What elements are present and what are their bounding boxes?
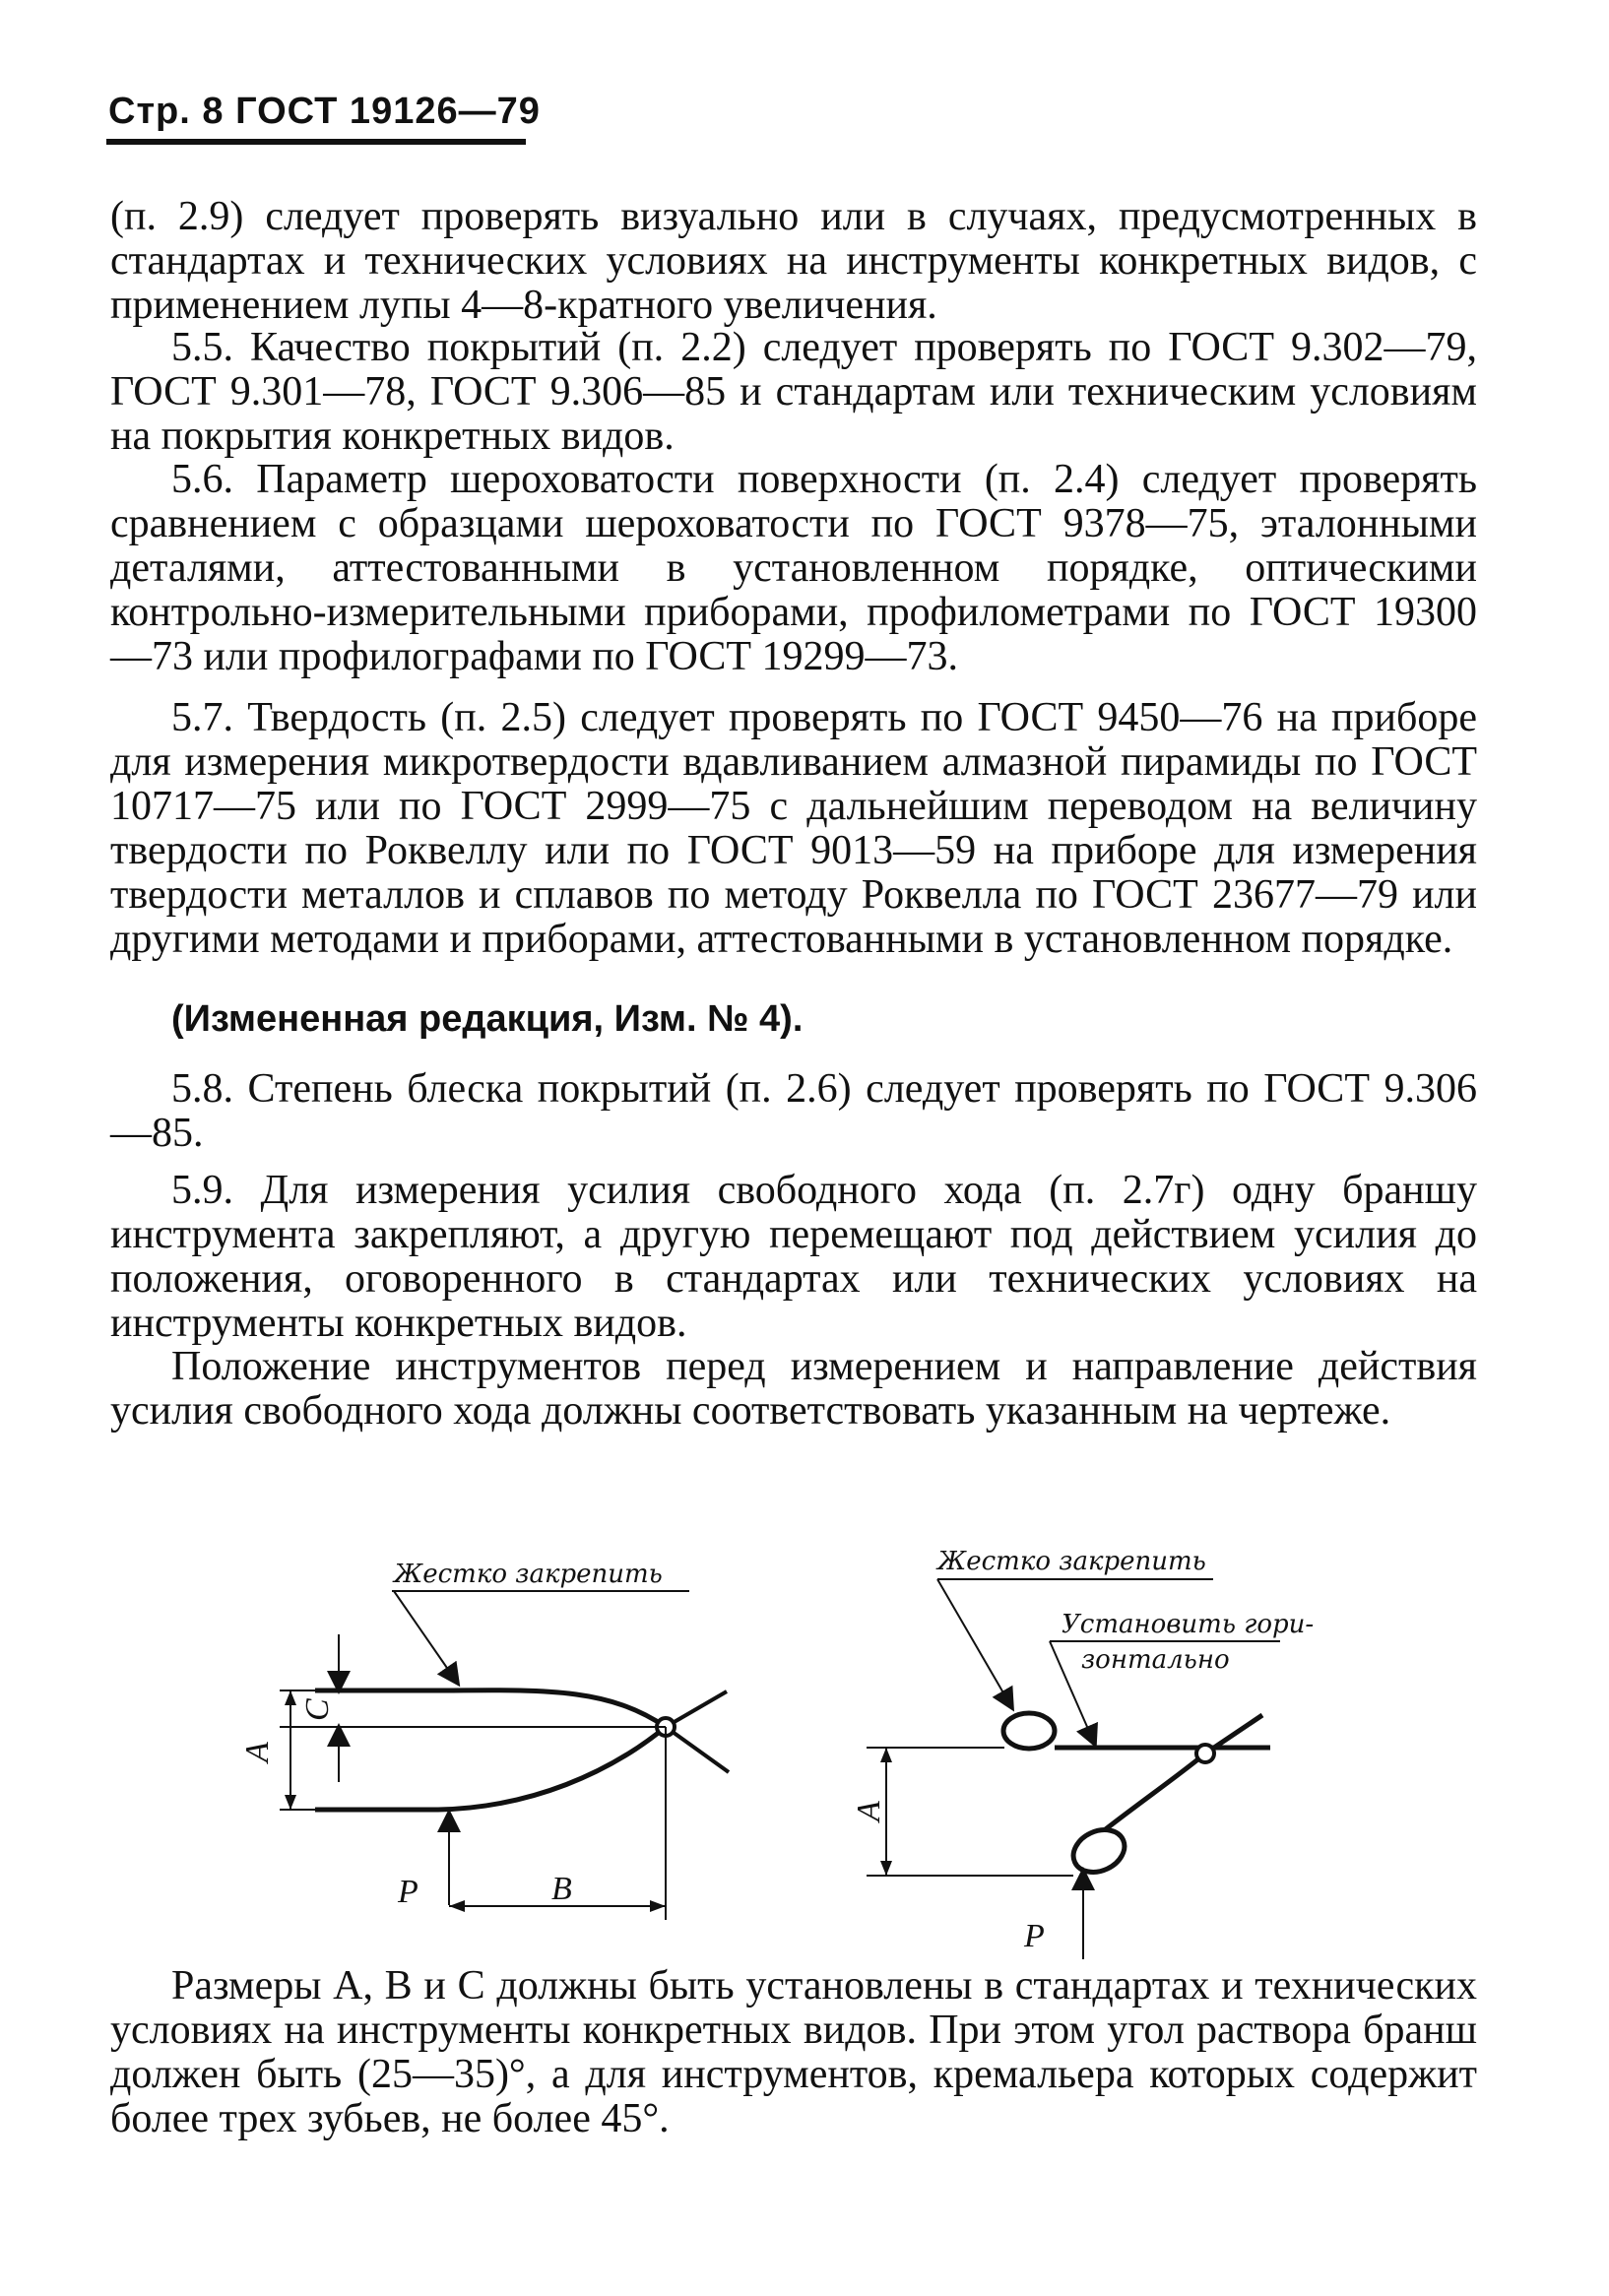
dimension-b-label: В [551, 1871, 572, 1907]
paragraph-5-7: 5.7. Твердость (п. 2.5) следует проверять по ГОСТ 9450—76 на приборе для измерения микротвердости вдавливанием алмазной пирамиды по ГОСТ 10717—75 или по ГОСТ 2999—75 с дальнейшим переводом на величину твердости по Роквеллу или по ГОСТ 9013—59 на приборе для измерения твердости металлов и сплавов по методу Роквелла по ГОСТ 23677—79 или другими методами и приборами, аттестованными в установленном порядке. [110, 695, 1477, 962]
right-force-label: Р [1024, 1918, 1045, 1954]
paragraph-dimensions: Размеры А, В и С должны быть установлены в стандартах и технических условиях на инструменты конкретных видов. При этом угол раствора бранш должен быть (25—35)°, а для инструментов, кремальера которых содержит более трех зубьев, не более 45°. [110, 1963, 1477, 2141]
dimension-b-arrow-left [449, 1900, 465, 1912]
right-diagram [851, 1547, 1314, 1959]
paragraph-5-8: 5.8. Степень блеска покрытий (п. 2.6) следует проверять по ГОСТ 9.306—85. [110, 1066, 1477, 1156]
right-horizontal-label-2: зонтально [1081, 1645, 1230, 1675]
right-fixed-ring [1003, 1713, 1055, 1749]
paragraph-5-5: 5.5. Качество покрытий (п. 2.2) следует проверять по ГОСТ 9.302—79, ГОСТ 9.301—78, ГОСТ 9.306—85 и стандартам или техническим условиям на покрытия конкретных видов. [110, 325, 1477, 459]
right-moving-ring [1066, 1821, 1131, 1880]
amendment-note: (Измененная редакция, Изм. № 4). [171, 998, 804, 1040]
page-header: Стр. 8 ГОСТ 19126—79 [108, 91, 541, 132]
right-fix-label: Жестко закрепить [937, 1547, 1206, 1576]
dimension-a-arrow-top [285, 1690, 296, 1705]
paragraph-5-9: 5.9. Для измерения усилия свободного хода (п. 2.7г) одну браншу инструмента закрепляют, а другую перемещают под действием усилия до положения, оговоренного в стандартах или технических условиях на инструменты конкретных видов. [110, 1168, 1477, 1346]
dimension-a-label: А [239, 1742, 276, 1762]
paragraph-5-6: 5.6. Параметр шероховатости поверхности (п. 2.4) следует проверять сравнением с образцами шероховатости по ГОСТ 9378—75, эталонными деталями, аттестованными в установленном порядке, оптическими контрольно-измерительными приборами, профилометрами по ГОСТ 19300—73 или профилографами по ГОСТ 19299—73. [110, 457, 1477, 679]
dimension-b-arrow-right [650, 1900, 666, 1912]
right-horizontal-label-1: Установить гори- [1062, 1610, 1315, 1639]
right-dimension-a-arrow-bottom [880, 1861, 892, 1876]
left-fixed-jaw [315, 1690, 666, 1727]
right-pivot [1196, 1745, 1214, 1762]
paragraph-position: Положение инструментов перед измерением и направление действия усилия свободного хода должны соответствовать указанным на чертеже. [110, 1344, 1477, 1434]
right-dimension-a-label: А [851, 1801, 887, 1821]
right-fix-leader-arrow [937, 1579, 1012, 1708]
left-handle-lower [666, 1727, 729, 1772]
right-moving-jaw [1093, 1715, 1262, 1839]
left-force-label: Р [398, 1874, 418, 1910]
dimension-a-arrow-bottom [285, 1795, 296, 1810]
paragraph-continuation: (п. 2.9) следует проверять визуально или в случаях, предусмотренных в стандартах и технических условиях на инструменты конкретных видов, с применением лупы 4—8-кратного увеличения. [110, 194, 1477, 328]
right-dimension-a-arrow-top [880, 1748, 892, 1762]
left-diagram [239, 1560, 729, 1920]
left-fix-label: Жестко закрепить [394, 1560, 663, 1589]
left-fix-leader-arrow [394, 1591, 458, 1684]
dimension-c-label: С [299, 1698, 336, 1721]
left-moving-jaw [315, 1727, 666, 1810]
